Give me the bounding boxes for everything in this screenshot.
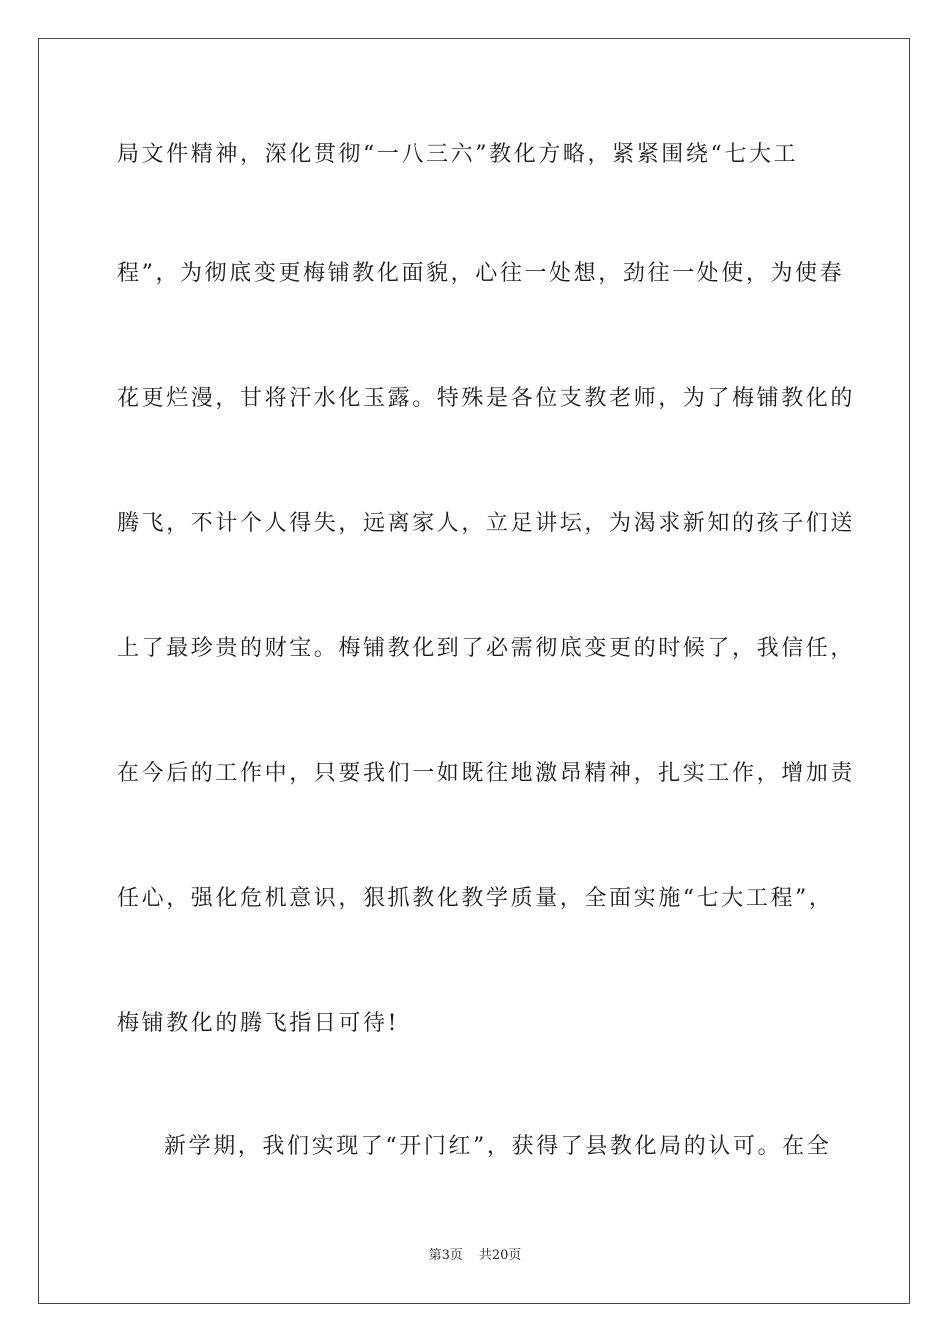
body-text-line-6: 在今后的工作中，只要我们一如既往地激昂精神，扎实工作，增加责: [117, 761, 856, 786]
body-text-line-2: 程”，为彻底变更梅铺教化面貌，心往一处想，劲往一处使，为使春: [117, 261, 845, 286]
page-number: 第3页: [428, 1248, 463, 1263]
body-text-line-9: 新学期，我们实现了“开门红”，获得了县教化局的认可。在全: [164, 1134, 832, 1159]
body-text-line-4: 腾飞，不计个人得失，远离家人，立足讲坛，为渴求新知的孩子们送: [117, 511, 856, 536]
page-total: 共20页: [478, 1248, 522, 1263]
body-text-line-1: 局文件精神，深化贯彻“一八三六”教化方略，紧紧围绕“七大工: [117, 142, 799, 167]
body-text-line-8: 梅铺教化的腾飞指日可待!: [117, 1011, 400, 1036]
body-text-line-7: 任心，强化危机意识，狠抓教化教学质量，全面实施“七大工程”，: [117, 886, 834, 911]
body-text-line-5: 上了最珍贵的财宝。梅铺教化到了必需彻底变更的时候了，我信任，: [117, 636, 856, 661]
page-border: [38, 38, 910, 1304]
page-footer: [0, 1247, 950, 1265]
body-text-line-3: 花更烂漫，甘将汗水化玉露。特殊是各位支教老师，为了梅铺教化的: [117, 386, 856, 411]
